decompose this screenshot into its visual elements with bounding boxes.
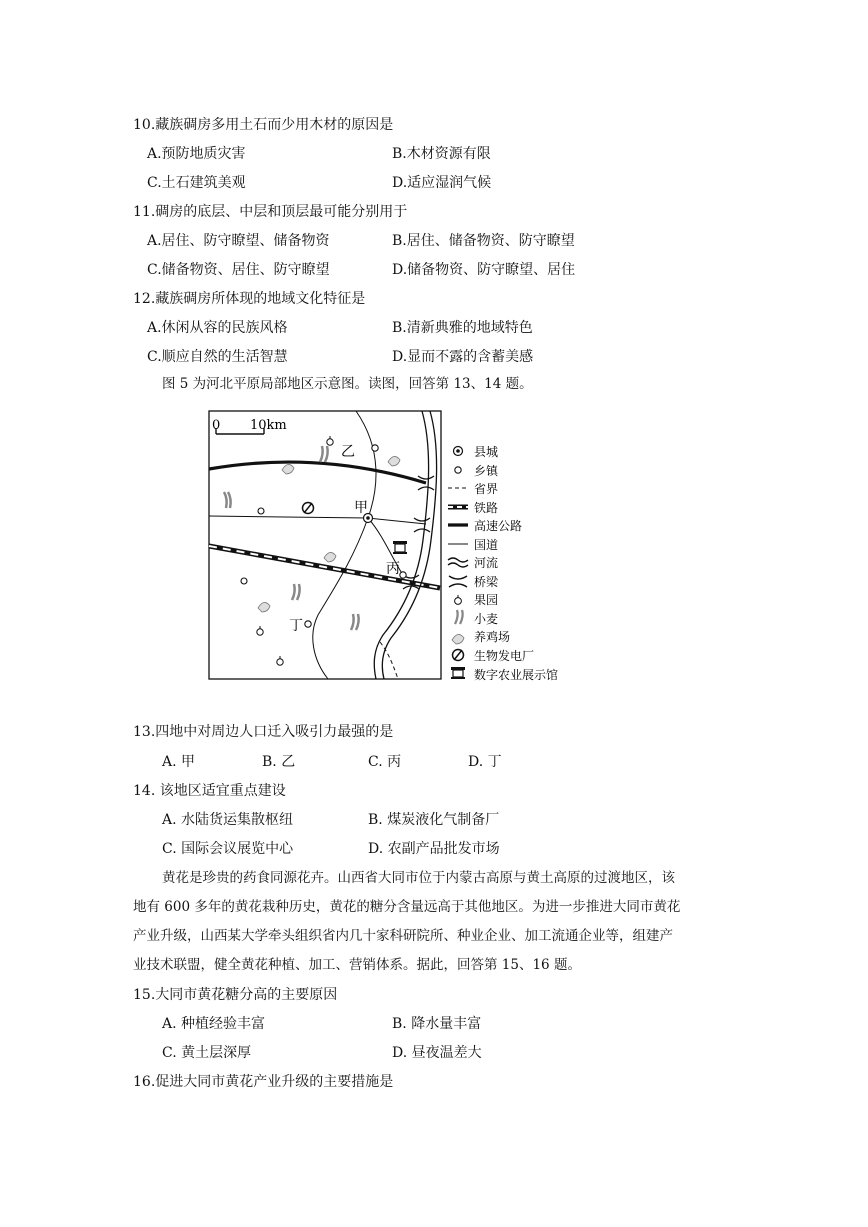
legend-label: 国道 [474,538,499,552]
legend-label: 河流 [474,556,499,570]
question-12-option-c: C.顺应自然的生活智慧 [147,349,288,365]
passage-line-2: 地有 600 多年的黄花栽种历史，黄花的糖分含量远高于其他地区。为进一步推进大同市黄花 [133,899,681,915]
legend-label: 小麦 [474,612,499,626]
question-11-option-b: B.居住、储备物资、防守瞭望 [392,233,575,249]
question-12-stem: 12.藏族碉房所体现的地域文化特征是 [133,291,366,307]
digital-agriculture-hall-icon [393,541,407,554]
place-label-ding: 丁 [289,618,303,634]
question-15-option-a: A. 种植经验丰富 [162,1016,266,1032]
legend-label: 桥梁 [474,575,499,589]
town-ding [305,621,311,627]
place-label-bing: 丙 [386,561,400,577]
legend-label: 养鸡场 [474,630,511,644]
scale-distance-label: 10km [250,418,287,433]
river-icon [448,558,468,567]
question-14-option-c: C. 国际会议展览中心 [162,841,294,857]
legend-label: 数字农业展示馆 [474,668,559,682]
legend-label: 高速公路 [474,519,523,533]
question-13-option-b: B. 乙 [262,754,296,770]
legend-label: 果园 [474,593,499,607]
question-16-stem: 16.促进大同市黄花产业升级的主要措施是 [133,1074,394,1090]
question-11-stem: 11.碉房的底层、中层和顶层最可能分别用于 [133,204,408,220]
question-15-option-d: D. 昼夜温差大 [392,1045,482,1061]
town-icon [241,578,247,584]
question-15-stem: 15.大同市黄花糖分高的主要原因 [133,987,338,1003]
question-12-option-b: B.清新典雅的地域特色 [392,320,533,336]
biomass-plant-icon [303,503,314,514]
town-bing [400,572,406,578]
question-15-option-b: B. 降水量丰富 [392,1016,482,1032]
chicken-farm-icon [452,634,464,644]
question-14-option-a: A. 水陆货运集散枢纽 [162,812,294,828]
question-14-stem: 14. 该地区适宜重点建设 [133,783,286,799]
place-label-yi: 乙 [341,444,355,460]
question-13-option-c: C. 丙 [368,754,402,770]
legend-label: 县城 [474,445,499,459]
passage-line-1: 黄花是珍贵的药食同源花卉。山西省大同市位于内蒙古高原与黄土高原的过渡地区，该 [162,870,675,886]
town-yi [372,445,378,451]
question-10-option-c: C.土石建筑美观 [147,175,246,191]
town-icon [258,508,264,514]
legend-label: 生物发电厂 [474,649,535,663]
question-13-option-a: A. 甲 [162,754,196,770]
question-15-option-c: C. 黄土层深厚 [162,1045,252,1061]
question-11-option-c: C.储备物资、居住、防守瞭望 [147,262,330,278]
legend-label: 省界 [474,482,499,496]
map-frame [209,411,441,679]
legend-label: 铁路 [474,501,499,515]
question-10-option-b: B.木材资源有限 [392,146,491,162]
question-10-option-d: D.适应湿润气候 [392,175,492,191]
question-10-option-a: A.预防地质灾害 [147,146,246,162]
question-11-option-a: A.居住、防守瞭望、储备物资 [147,233,330,249]
question-14-option-b: B. 煤炭液化气制备厂 [368,812,500,828]
question-12-option-d: D.显而不露的含蓄美感 [392,349,534,365]
place-label-jia: 甲 [354,500,368,516]
question-13-option-d: D. 丁 [468,754,502,770]
town-icon [455,467,461,473]
biomass-plant-icon [453,650,464,661]
map-legend [448,445,558,682]
question-14-option-d: D. 农副产品批发市场 [368,841,500,857]
question-10-stem: 10.藏族碉房多用土石而少用木材的原因是 [133,117,394,133]
map-intro-text: 图 5 为河北平原局部地区示意图。读图，回答第 13、14 题。 [162,376,533,392]
hebei-plain-map-figure [208,410,568,689]
scale-zero-label: 0 [212,418,221,433]
bridge-icon [449,576,467,587]
digital-agriculture-hall-icon [451,667,465,679]
question-11-option-d: D.储备物资、防守瞭望、居住 [392,262,576,278]
wheat-icon [455,610,463,624]
map-svg [208,410,568,685]
county-seat-icon [454,447,463,456]
orchard-icon [455,595,462,604]
question-12-option-a: A.休闲从容的民族风格 [147,320,288,336]
passage-line-4: 业技术联盟，健全黄花种植、加工、营销体系。据此，回答第 15、16 题。 [133,957,581,973]
legend-label: 乡镇 [474,464,499,478]
question-13-stem: 13.四地中对周边人口迁入吸引力最强的是 [133,724,394,740]
passage-line-3: 产业升级，山西某大学牵头组织省内几十家科研院所、种业企业、加工流通企业等，组建产 [133,928,673,944]
